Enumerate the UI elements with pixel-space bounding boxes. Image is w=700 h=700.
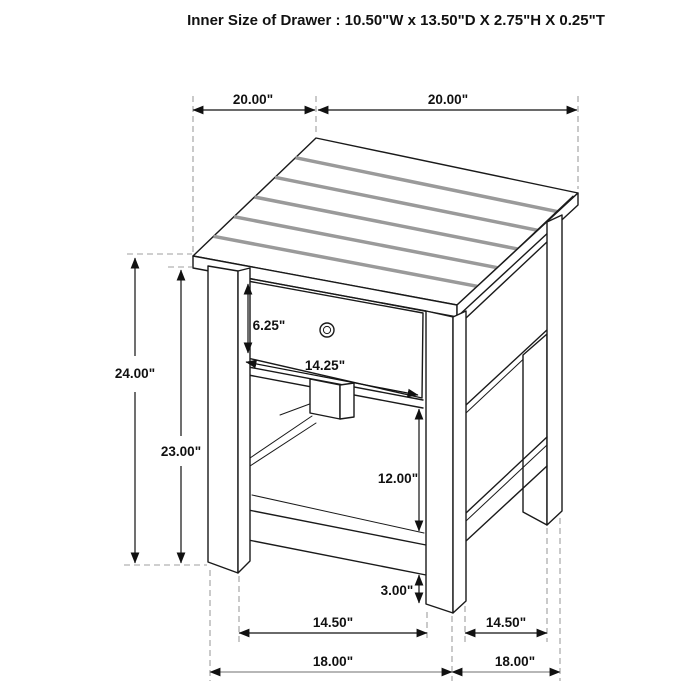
interior-left-apron-edge — [250, 416, 312, 458]
dim-top-width-left: 20.00" — [232, 92, 274, 107]
left-leg — [208, 266, 250, 573]
diagram-title: Inner Size of Drawer : 10.50"W x 13.50"D X 2.75"H X 0.25"T — [187, 12, 605, 29]
left-leg-front-face — [208, 266, 238, 573]
end-table-drawing — [193, 138, 578, 613]
dim-inner-width-left: 14.50" — [312, 615, 354, 630]
right-leg-inner-face — [523, 334, 547, 525]
drawer-glide-side — [340, 383, 354, 419]
dim-height-under-top: 23.00" — [160, 444, 202, 459]
dim-inner-width-right: 14.50" — [485, 615, 527, 630]
dim-drawer-width: 14.25" — [304, 358, 346, 373]
front-face — [208, 266, 466, 613]
dim-open-shelf-height: 12.00" — [377, 471, 419, 486]
dim-total-height: 24.00" — [114, 366, 156, 381]
drawer-glide-front — [310, 379, 340, 419]
dim-base-width-left: 18.00" — [312, 654, 354, 669]
dim-base-width-right: 18.00" — [494, 654, 536, 669]
shelf-front-bottom — [238, 538, 426, 575]
front-leg-right-face — [453, 311, 466, 613]
shelf-front-top — [238, 508, 426, 545]
front-leg — [426, 311, 466, 613]
interior-left-apron-edge2 — [250, 423, 316, 466]
dim-drawer-height: 6.25" — [252, 318, 286, 333]
right-leg-front-face — [547, 215, 562, 525]
dim-bottom-clearance: 3.00" — [380, 583, 414, 598]
dim-top-width-right: 20.00" — [427, 92, 469, 107]
front-leg-left-face — [426, 311, 453, 613]
